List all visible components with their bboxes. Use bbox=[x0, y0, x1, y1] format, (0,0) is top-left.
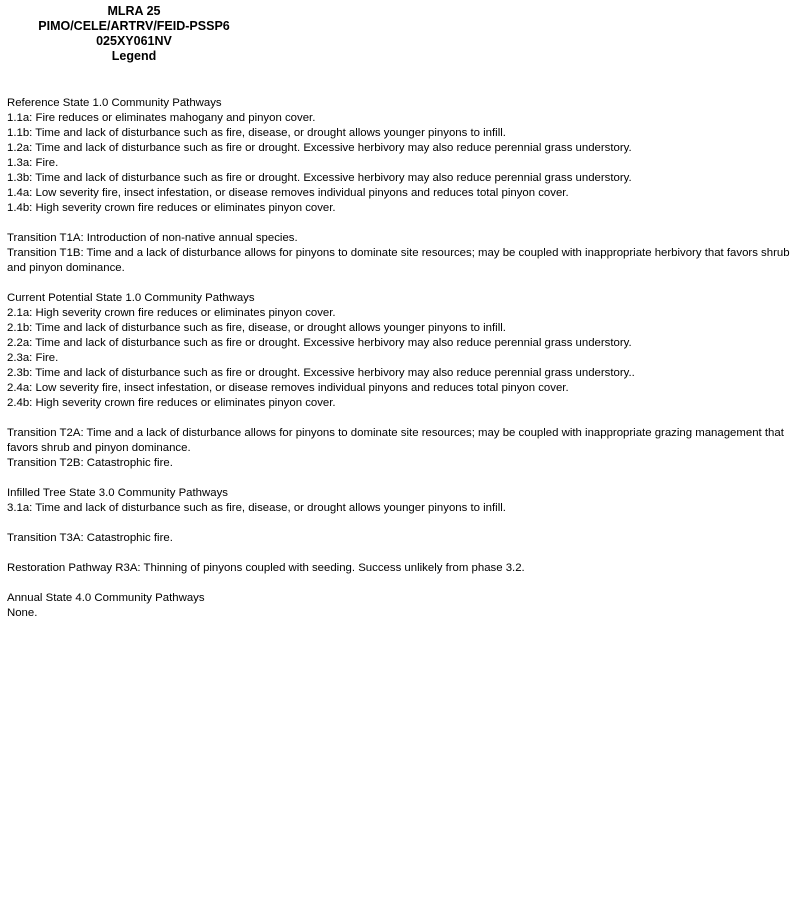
legend-body bbox=[7, 96, 793, 636]
section-heading: Current Potential State 1.0 Community Pathways bbox=[7, 292, 255, 304]
ecological-site-id: 025XY061NV bbox=[96, 34, 172, 48]
pathway-item: None. bbox=[7, 607, 38, 619]
legend-header bbox=[0, 4, 268, 64]
current-potential-state-section bbox=[7, 291, 793, 411]
infilled-tree-state-section bbox=[7, 486, 793, 516]
pathway-item: 2.1a: High severity crown fire reduces or eliminates pinyon cover. bbox=[7, 307, 336, 319]
reference-state-section bbox=[7, 96, 793, 216]
pathway-item: 1.1a: Fire reduces or eliminates mahogany and pinyon cover. bbox=[7, 112, 316, 124]
transitions-t1-section bbox=[7, 231, 793, 276]
annual-state-section bbox=[7, 591, 793, 621]
pathway-item: 3.1a: Time and lack of disturbance such as fire, disease, or drought allows younger pinyons to infill. bbox=[7, 502, 506, 514]
section-heading: Annual State 4.0 Community Pathways bbox=[7, 592, 205, 604]
transitions-t2-section bbox=[7, 426, 793, 471]
transition-t3-section bbox=[7, 531, 793, 546]
transition-item: Transition T1A: Introduction of non-native annual species. bbox=[7, 232, 298, 244]
restoration-pathway-section bbox=[7, 561, 793, 576]
pathway-item: 1.1b: Time and lack of disturbance such as fire, disease, or drought allows younger pinyons to infill. bbox=[7, 127, 506, 139]
pathway-item: 2.2a: Time and lack of disturbance such as fire or drought. Excessive herbivory may also reduce perennial grass understory. bbox=[7, 337, 632, 349]
legend-title: Legend bbox=[111, 49, 157, 63]
pathway-item: 2.4a: Low severity fire, insect infestation, or disease removes individual pinyons and reduces total pinyon cover. bbox=[7, 382, 569, 394]
pathway-item: 1.4b: High severity crown fire reduces or eliminates pinyon cover. bbox=[7, 202, 336, 214]
pathway-item: 2.3a: Fire. bbox=[7, 352, 59, 364]
transition-item: Transition T2A: Time and a lack of disturbance allows for pinyons to dominate site resources; may be coupled with inappropriate grazing management that favors shrub and pinyon dominance. bbox=[7, 427, 784, 454]
transition-item: Transition T2B: Catastrophic fire. bbox=[7, 457, 173, 469]
pathway-item: 2.4b: High severity crown fire reduces or eliminates pinyon cover. bbox=[7, 397, 336, 409]
restoration-item: Restoration Pathway R3A: Thinning of pinyons coupled with seeding. Success unlikely from phase 3.2. bbox=[7, 562, 525, 574]
mlra-title: MLRA 25 bbox=[107, 4, 161, 18]
pathway-item: 1.2a: Time and lack of disturbance such as fire or drought. Excessive herbivory may also reduce perennial grass understory. bbox=[7, 142, 632, 154]
section-heading: Infilled Tree State 3.0 Community Pathways bbox=[7, 487, 228, 499]
transition-item: Transition T3A: Catastrophic fire. bbox=[7, 532, 173, 544]
pathway-item: 2.3b: Time and lack of disturbance such as fire or drought. Excessive herbivory may also reduce perennial grass understory.. bbox=[7, 367, 635, 379]
pathway-item: 1.4a: Low severity fire, insect infestation, or disease removes individual pinyons and reduces total pinyon cover. bbox=[7, 187, 569, 199]
ecological-site-name: PIMO/CELE/ARTRV/FEID-PSSP6 bbox=[38, 19, 230, 33]
pathway-item: 1.3a: Fire. bbox=[7, 157, 59, 169]
transition-item: Transition T1B: Time and a lack of disturbance allows for pinyons to dominate site resources; may be coupled with inappropriate herbivory that favors shrub and pinyon dominance. bbox=[7, 247, 790, 274]
pathway-item: 1.3b: Time and lack of disturbance such as fire or drought. Excessive herbivory may also reduce perennial grass understory. bbox=[7, 172, 632, 184]
pathway-item: 2.1b: Time and lack of disturbance such as fire, disease, or drought allows younger pinyons to infill. bbox=[7, 322, 506, 334]
section-heading: Reference State 1.0 Community Pathways bbox=[7, 97, 222, 109]
